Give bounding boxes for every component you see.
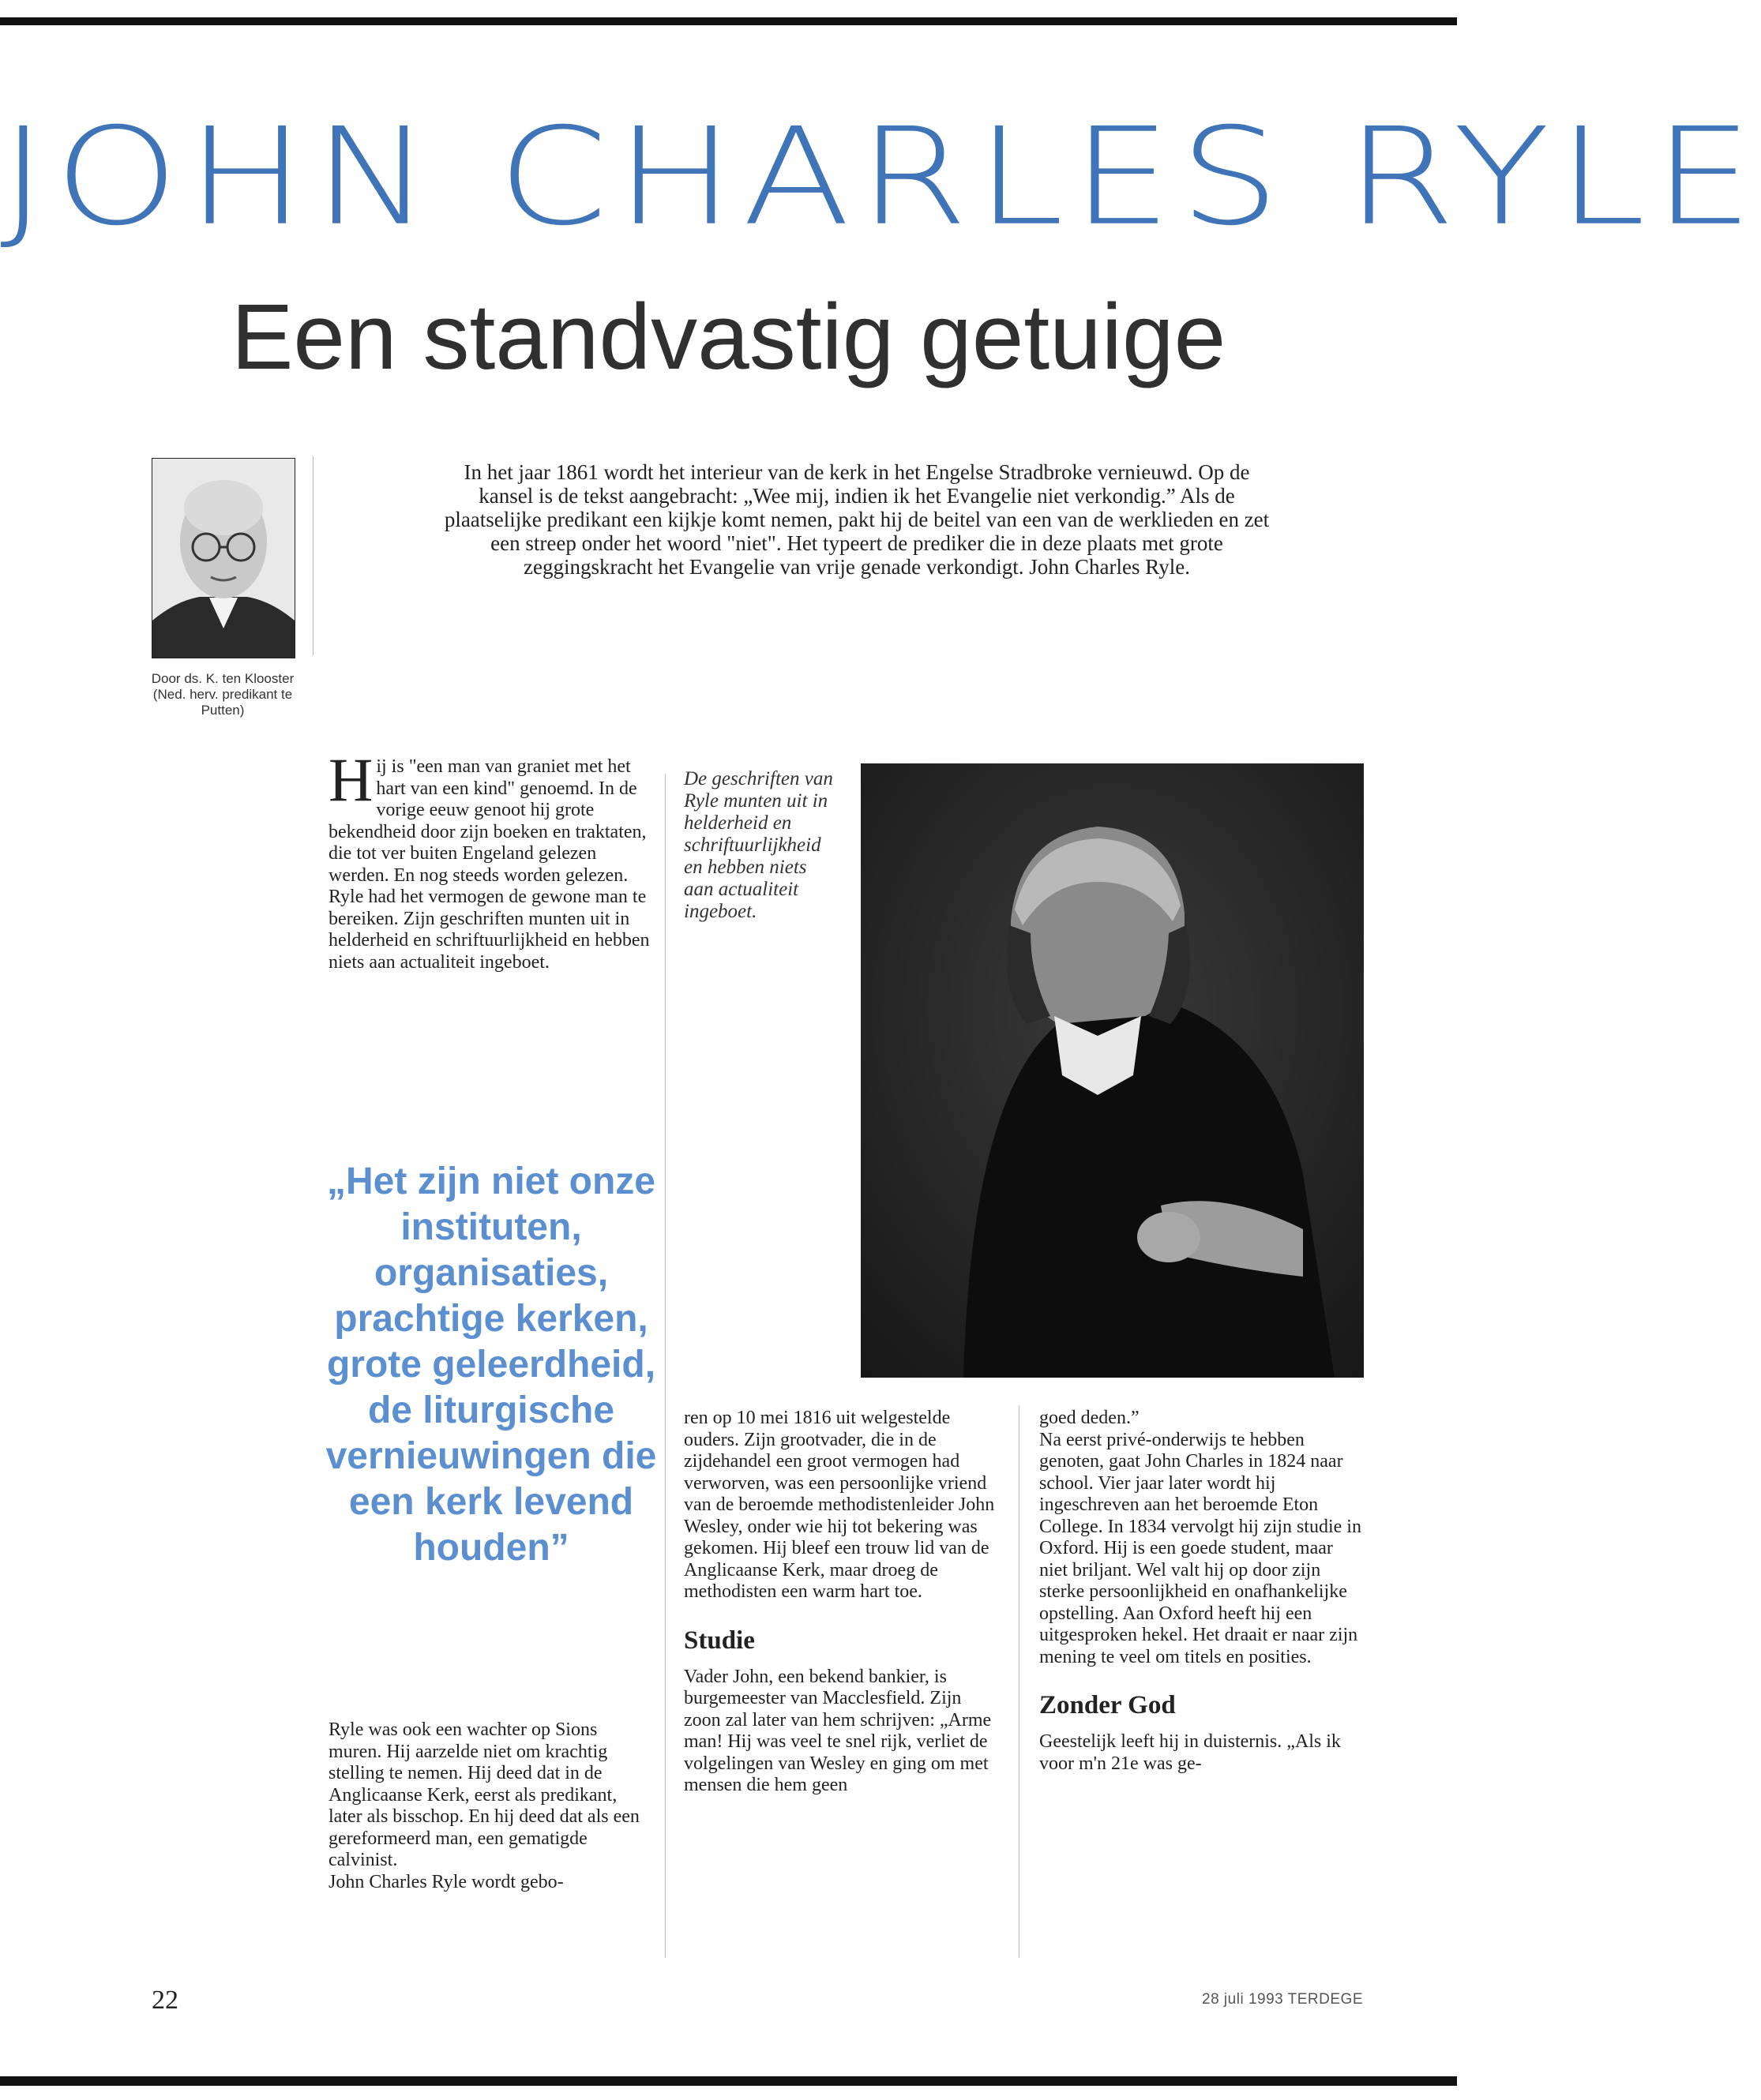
page-number: 22 [152, 1986, 178, 2015]
column-3-paragraph-1: goed deden.” [1039, 1408, 1140, 1428]
column-2-paragraph-2: Vader John, een bekend bankier, is burgemeester van Macclesfield. Zijn zoon zal later van hem schrijven: „Arme man! Hij was veel te snel rijk, verliet de volgelingen van Wesley en ging om met mensen die hem geen [684, 1666, 992, 1795]
issue-footer: 28 juli 1993 TERDEGE [1202, 1991, 1363, 2008]
column-3 [1039, 1408, 1363, 1775]
column-2 [684, 1408, 1000, 1797]
intro-divider [313, 456, 314, 655]
column-3-paragraph-3: Geestelijk leeft hij in duisternis. „Als ik voor m'n 21e was ge- [1039, 1731, 1341, 1774]
ryle-portrait-image [861, 763, 1364, 1378]
article-title: JOHN CHARLES RYLE [0, 99, 1761, 256]
article-subtitle: Een standvastig getuige [231, 285, 1226, 389]
column-divider [665, 774, 666, 1958]
pull-quote: De geschriften van Ryle munten uit in helderheid en schriftuurlijkheid en hebben niets aan actualiteit ingeboet. [684, 768, 833, 922]
top-rule [0, 17, 1457, 25]
highlight-quote: „Het zijn niet onze instituten, organisaties, prachtige kerken, grote geleerdheid, de liturgische vernieuwingen die een kerk levend houden” [325, 1161, 657, 1569]
column-2-paragraph-1: ren op 10 mei 1816 uit welgestelde ouders. Zijn grootvader, die in de zijdehandel een groot vermogen had verworven, was een persoonlijke vriend van de beroemde methodistenleider John Wesley, onder wie hij tot bekering was gekomen. Hij bleef een trouw lid van de Anglicaanse Kerk, maar droeg de methodisten een warm hart toe. [684, 1408, 995, 1602]
drop-cap: H [329, 745, 374, 814]
heading-zonder-god: Zonder God [1039, 1691, 1176, 1719]
author-portrait-image [152, 459, 295, 658]
column-1-paragraph-3: John Charles Ryle wordt gebo- [329, 1871, 564, 1892]
author-caption: Door ds. K. ten Klooster (Ned. herv. predikant te Putten) [151, 671, 295, 718]
column-1-text: ij is "een man van graniet met het hart van een kind" genoemd. In de vorige eeuw genoot hij grote bekendheid door zijn boeken en traktaten, die tot ver buiten Engeland gelezen werden. En nog steeds worden gelezen. Ryle had het vermogen de gewone man te bereiken. Zijn geschriften munten uit in helderheid en schriftuurlijkheid en hebben niets aan actualiteit ingeboet. [329, 756, 650, 973]
column-1-paragraph-2: Ryle was ook een wachter op Sions muren. Hij aarzelde niet om krachtig stelling te nemen. Hij deed dat in de Anglicaanse Kerk, eerst als predikant, later als bisschop. En hij deed dat als een gereformeerd man, een gematigde calvinist. [329, 1719, 640, 1870]
column-1-paragraph [329, 745, 652, 973]
column-1-bottom [329, 1719, 652, 1893]
bottom-rule [0, 2076, 1457, 2086]
column-3-paragraph-2: Na eerst privé-onderwijs te hebben genoten, gaat John Charles in 1824 naar school. Vier jaar later wordt hij ingeschreven aan het beroemde Eton College. In 1834 vervolgt hij zijn studie in Oxford. Hij is een goede student, maar niet briljant. Wel valt hij op door zijn sterke persoonlijkheid en onafhankelijke opstelling. Aan Oxford heeft hij een uitgesproken hekel. Het draait er naar zijn mening te veel om titels en posities. [1039, 1429, 1361, 1667]
intro-paragraph: In het jaar 1861 wordt het interieur van de kerk in het Engelse Stradbroke vernieuwd. Op de kansel is de tekst aangebracht: „Wee mij, indien ik het Evangelie niet verkondig.” Als de plaatselijke predikant een kijkje komt nemen, pakt hij de beitel van een van de werklieden en zet een streep onder het woord "niet". Het typeert de prediker die in deze plaats met grote zeggingskracht het Evangelie van vrije genade verkondigt. John Charles Ryle. [444, 460, 1270, 579]
author-photo [152, 458, 295, 658]
ryle-portrait [861, 763, 1364, 1378]
heading-studie: Studie [684, 1626, 755, 1655]
